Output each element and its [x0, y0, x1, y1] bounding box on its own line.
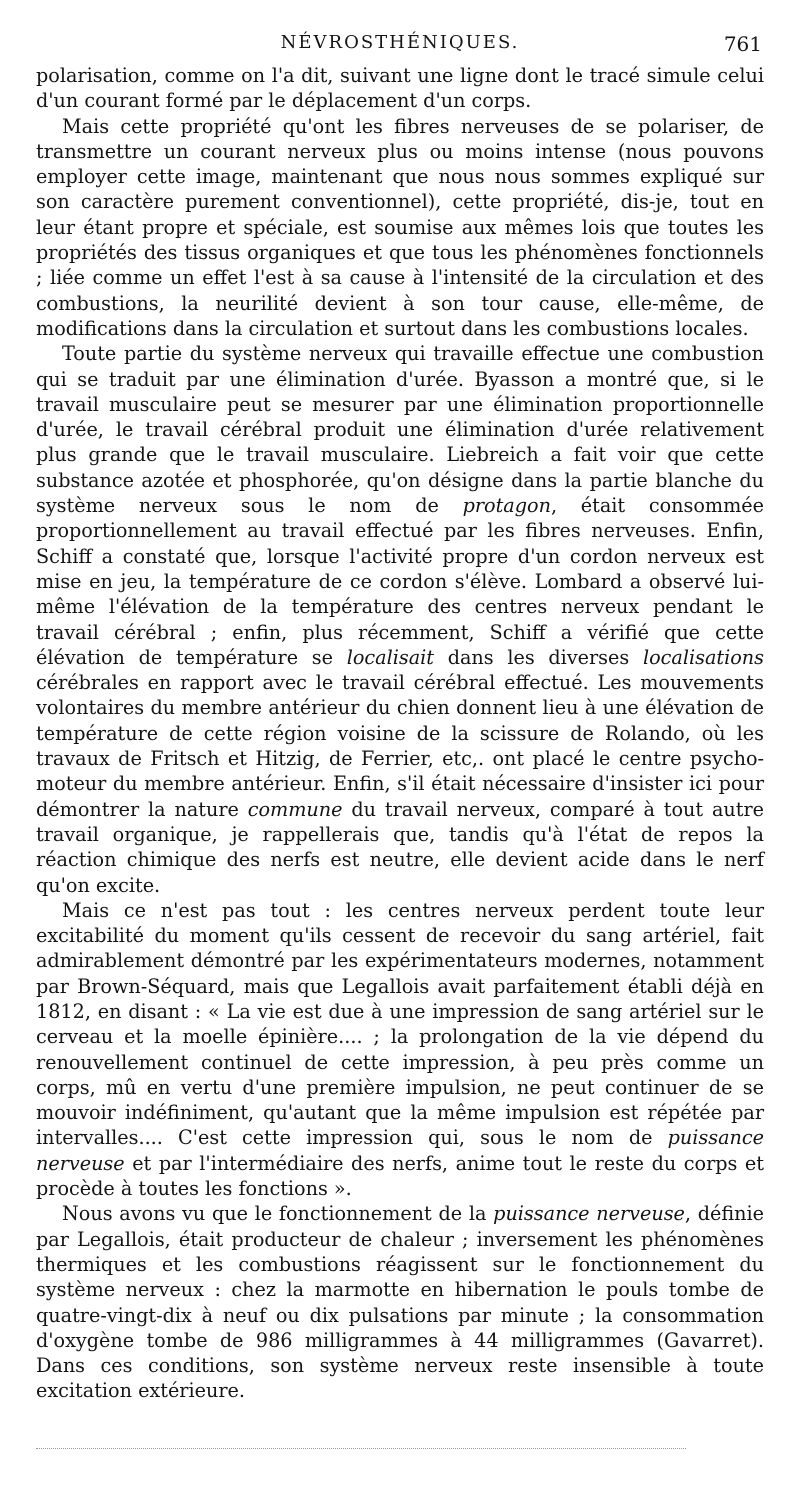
running-head	[36, 30, 764, 56]
paragraph	[36, 114, 764, 342]
text-run: et par l'intermédiaire des nerfs, anime tout le reste du corps et procède à toutes les fonctions ».	[36, 1151, 764, 1201]
footer-rule	[36, 1448, 686, 1449]
body-text	[36, 63, 764, 1404]
page-number: 761	[723, 32, 762, 56]
text-run: Nous avons vu que le fonctionnement de la	[62, 1202, 494, 1226]
text-run: dans les diverses	[433, 645, 643, 669]
text-run: , était consommée proportionnellement au travail effectué par les fibres nerveuses. Enfin, Schiff a constaté que, lorsque l'activité propre d'un cordon nerveux est mise en jeu, la température de ce cordon s'élève. Lombard a observé lui-même l'élévation de la température des centres nerveux pendant le travail cérébral ; enfin, plus récemment, Schiff a vérifié que cette élévation de température se	[36, 494, 764, 669]
italic-term: commune	[247, 797, 343, 821]
italic-term: localisait	[346, 645, 434, 669]
text-run: du travail nerveux, comparé à tout autre travail organique, je rappellerais que, tandis qu'à l'état de repos la réaction chimique des nerfs est neutre, elle devient acide dans le nerf qu'on excite.	[36, 797, 764, 897]
paragraph	[36, 63, 764, 114]
text-run: Mais cette propriété qu'ont les fibres nerveuses de se polariser, de transmettre un courant nerveux plus ou moins intense (nous pouvons employer cette image, maintenant que nous nous sommes expliqué sur son caractère purement conventionnel), cette propriété, dis-je, tout en leur étant propre et spéciale, est soumise aux mêmes lois que toutes les propriétés des tissus organiques et que tous les phénomènes fonctionnels ; liée comme un effet l'est à sa cause à l'intensité de la circulation et des combustions, la neurilité devient à son tour cause, elle-même, de modifications dans la circulation et surtout dans les combustions locales.	[36, 114, 764, 340]
italic-term: puissance nerveuse	[493, 1202, 685, 1226]
italic-term: puissance nerveuse	[36, 1126, 764, 1175]
paragraph	[36, 341, 764, 898]
text-run: Mais ce n'est pas tout : les centres nerveux perdent toute leur excitabilité du moment qu'ils cessent de recevoir du sang artériel, fait admirablement démontré par les expérimentateurs modernes, notamment par Brown-Séquard, mais que Legallois avait parfaitement établi déjà en 1812, en disant : « La vie est due à une impression de sang artériel sur le cerveau et la moelle épinière.... ; la prolongation de la vie dépend du renouvellement continuel de cette impression, à peu près comme un corps, mû en vertu d'une première impulsion, ne peut continuer de se mouvoir indéfiniment, qu'autant que la même impulsion est répétée par intervalles.... C'est cette impression qui, sous le nom de	[36, 898, 764, 1150]
text-run: Toute partie du système nerveux qui travaille effectue une combustion qui se traduit par une élimination d'urée. Byasson a montré que, si le travail musculaire peut se mesurer par une élimination proportionnelle d'urée, le travail cérébral produit une élimination d'urée relativement plus grande que le travail musculaire. Liebreich a fait voir que cette substance azotée et phosphorée, qu'on désigne dans la partie blanche du système nerveux sous le nom de	[36, 342, 764, 518]
paragraph	[36, 1201, 764, 1403]
text-run: , définie par Legallois, était producteur de chaleur ; inversement les phénomènes thermiques et les combustions réagissent sur le fonctionnement du système nerveux : chez la marmotte en hibernation le pouls tombe de quatre-vingt-dix à neuf ou dix pulsations par minute ; la consommation d'oxygène tombe de 986 milligrammes à 44 milligrammes (Gavarret). Dans ces conditions, son système nerveux reste insensible à toute excitation extérieure.	[36, 1202, 765, 1403]
text-run: cérébrales en rapport avec le travail cérébral effectué. Les mouvements volontaires du membre antérieur du chien donnent lieu à une élévation de température de cette région voisine de la scissure de Rolando, où les travaux de Fritsch et Hitzig, de Ferrier, etc,. ont placé le centre psycho-moteur du membre antérieur. Enfin, s'il était nécessaire d'insister ici pour démontrer la nature	[36, 671, 764, 821]
running-title: NÉVROSTHÉNIQUES.	[280, 32, 520, 53]
text-run: polarisation, comme on l'a dit, suivant une ligne dont le tracé simule celui d'un courant formé par le déplacement d'un corps.	[36, 64, 764, 113]
italic-term: protagon	[462, 494, 551, 518]
italic-term: localisations	[642, 645, 764, 669]
paragraph	[36, 898, 764, 1202]
